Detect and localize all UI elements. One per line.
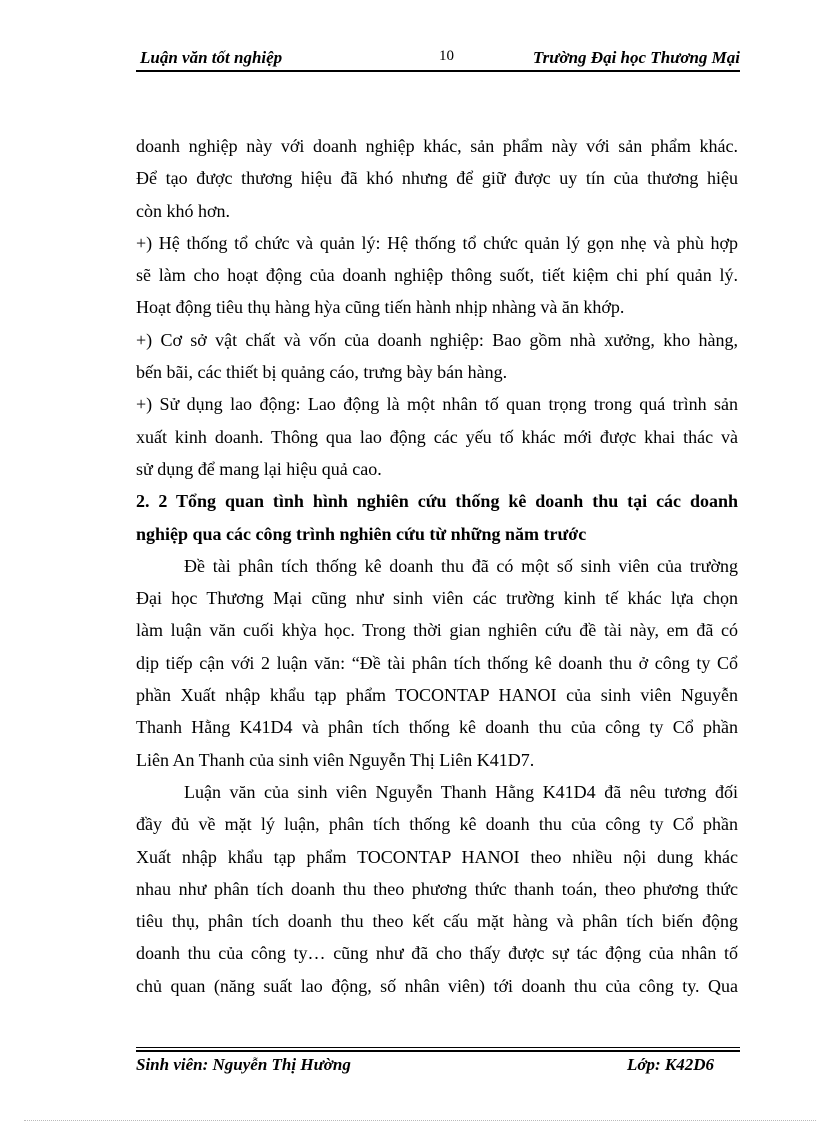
text-line: phần Xuất nhập khẩu tạp phẩm TOCONTAP HANOI của sinh viên Nguyễn <box>136 685 738 706</box>
text-line: Đề tài phân tích thống kê doanh thu đã có một số sinh viên của trường <box>184 555 738 576</box>
page-number: 10 <box>439 48 454 64</box>
text-line: doanh thu của công ty… cũng như đã cho thấy được sự tác động của nhân tố <box>136 943 738 964</box>
section-heading: 2. 2 Tổng quan tình hình nghiên cứu thống kê doanh thu tại các doanh <box>136 491 738 512</box>
header-university-name: Trường Đại học Thương Mại <box>532 48 740 67</box>
text-line: Liên An Thanh của sinh viên Nguyễn Thị Liên K41D7. <box>136 749 535 770</box>
text-line: bến bãi, các thiết bị quảng cáo, trưng bày bán hàng. <box>136 362 508 383</box>
header-divider <box>136 70 740 72</box>
header-thesis-title: Luận văn tốt nghiệp <box>140 48 283 67</box>
text-line: tiêu thụ, phân tích doanh thu theo kết cấu mặt hàng và phân tích biến động <box>136 911 738 932</box>
text-line: còn khó hơn. <box>136 200 231 221</box>
footer-student-name: Sinh viên: Nguyễn Thị Hường <box>136 1055 351 1074</box>
text-line: +) Hệ thống tổ chức và quản lý: Hệ thống tổ chức quản lý gọn nhẹ và phù hợp <box>136 232 738 253</box>
page-header <box>136 48 740 72</box>
body-text <box>136 130 738 1002</box>
footer-class: Lớp: K42D6 <box>626 1055 714 1074</box>
text-line: Để tạo được thương hiệu đã khó nhưng để giữ được uy tín của thương hiệu <box>136 168 738 189</box>
text-line: dịp tiếp cận với 2 luận văn: “Đề tài phân tích thống kê doanh thu ở công ty Cổ <box>136 652 738 673</box>
text-line: xuất kinh doanh. Thông qua lao động các yếu tố khác mới được khai thác và <box>136 426 738 447</box>
section-heading: nghiệp qua các công trình nghiên cứu từ những năm trước <box>136 523 587 544</box>
text-line: làm luận văn cuối khỳa học. Trong thời gian nghiên cứu đề tài này, em đã có <box>136 620 738 641</box>
text-line: đầy đủ về mặt lý luận, phân tích thống kê doanh thu của công ty Cổ phần <box>136 814 738 835</box>
text-line: sẽ làm cho hoạt động của doanh nghiệp thông suốt, tiết kiệm chi phí quản lý. <box>136 265 738 286</box>
text-line: doanh nghiệp này với doanh nghiệp khác, sản phẩm này với sản phẩm khác. <box>136 136 738 156</box>
text-line: Hoạt động tiêu thụ hàng hỳa cũng tiến hành nhịp nhàng và ăn khớp. <box>136 297 625 318</box>
text-line: +) Cơ sở vật chất và vốn của doanh nghiệp: Bao gồm nhà xưởng, kho hàng, <box>136 329 738 350</box>
text-line: +) Sử dụng lao động: Lao động là một nhân tố quan trọng trong quá trình sản <box>136 394 738 415</box>
text-line: chủ quan (năng suất lao động, số nhân viên) tới doanh thu của công ty. Qua <box>136 975 738 996</box>
text-line: Xuất nhập khẩu tạp phẩm TOCONTAP HANOI theo nhiều nội dung khác <box>136 846 738 867</box>
text-line: sử dụng để mang lại hiệu quả cao. <box>136 458 382 479</box>
footer-divider-thin <box>136 1047 740 1048</box>
text-line: nhau như phân tích doanh thu theo phương thức thanh toán, theo phương thức <box>136 878 738 899</box>
page-edge-guide <box>24 1120 816 1121</box>
footer-divider-thick <box>136 1050 740 1052</box>
text-line: Thanh Hằng K41D4 và phân tích thống kê doanh thu của công ty Cổ phần <box>136 717 738 738</box>
text-line: Đại học Thương Mại cũng như sinh viên các trường kinh tế khác lựa chọn <box>136 588 738 609</box>
text-line: Luận văn của sinh viên Nguyễn Thanh Hằng K41D4 đã nêu tương đối <box>184 781 738 802</box>
page-footer <box>136 1055 740 1079</box>
